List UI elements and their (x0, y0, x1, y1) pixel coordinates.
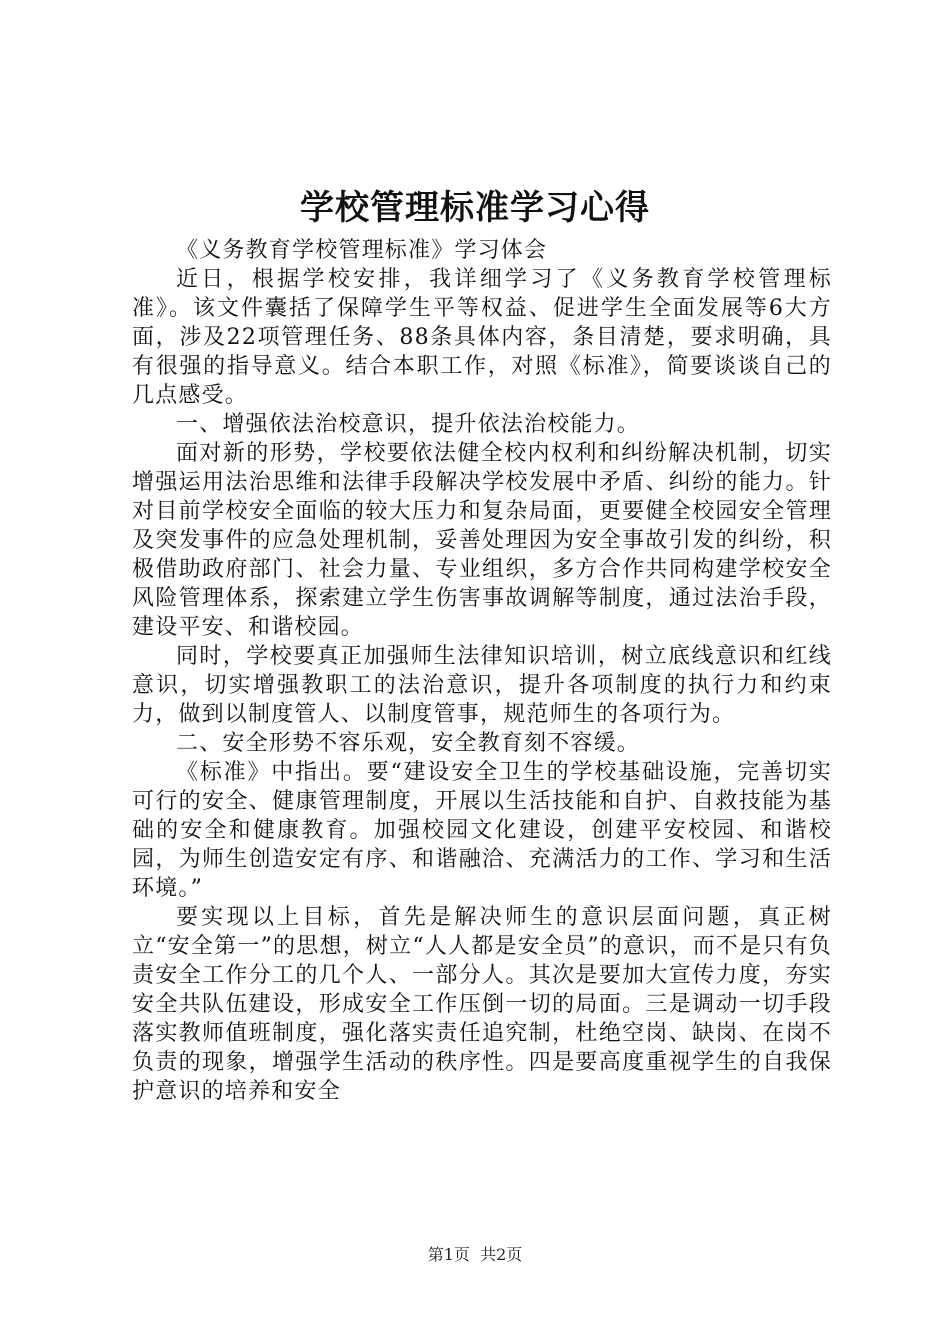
intro-paragraph: 近日，根据学校安排，我详细学习了《义务教育学校管理标准》。该文件囊括了保障学生平等权益、促进学生全面发展等6大方面，涉及22项管理任务、88条具体内容，条目清楚，要求明确，具有很强的指导意义。结合本职工作，对照《标准》，简要谈谈自己的几点感受。 (132, 267, 832, 408)
subtitle-paragraph: 《义务教育学校管理标准》学习体会 (176, 238, 548, 263)
page-number-label: 第1页 共2页 (427, 1245, 523, 1264)
section-heading-1: 一、增强依法治校意识，提升依法治校能力。 (176, 412, 641, 437)
document-title: 学校管理标准学习心得 (300, 188, 650, 228)
body-paragraph: 《标准》中指出。要“建设安全卫生的学校基础设施，完善切实可行的安全、健康管理制度，开展以生活技能和自护、自救技能为基础的安全和健康教育。加强校园文化建设，创建平安校园、和谐校园，为师生创造安定有序、和谐融洽、充满活力的工作、学习和生活环境。” (132, 760, 832, 901)
page-footer (0, 1244, 950, 1266)
section-heading-2: 二、安全形势不容乐观，安全教育刻不容缓。 (176, 731, 641, 756)
body-paragraph: 面对新的形势，学校要依法健全校内权利和纠纷解决机制，切实增强运用法治思维和法律手段解决学校发展中矛盾、纠纷的能力。针对目前学校安全面临的较大压力和复杂局面，更要健全校园安全管理及突发事件的应急处理机制，妥善处理因为安全事故引发的纠纷，积极借助政府部门、社会力量、专业组织，多方合作共同构建学校安全风险管理体系，探索建立学生伤害事故调解等制度，通过法治手段，建设平安、和谐校园。 (132, 441, 832, 640)
document-body (132, 236, 832, 1106)
body-paragraph: 要实现以上目标，首先是解决师生的意识层面问题，真正树立“安全第一”的思想，树立“人人都是安全员”的意识，而不是只有负责安全工作分工的几个人、一部分人。其次是要加大宣传力度，夯实安全共队伍建设，形成安全工作压倒一切的局面。三是调动一切手段落实教师值班制度，强化落实责任追究制，杜绝空岗、缺岗、在岗不负责的现象，增强学生活动的秩序性。四是要高度重视学生的自我保护意识的培养和安全 (132, 905, 832, 1104)
body-paragraph: 同时，学校要真正加强师生法律知识培训，树立底线意识和红线意识，切实增强教职工的法治意识，提升各项制度的执行力和约束力，做到以制度管人、以制度管事，规范师生的各项行为。 (132, 644, 832, 727)
